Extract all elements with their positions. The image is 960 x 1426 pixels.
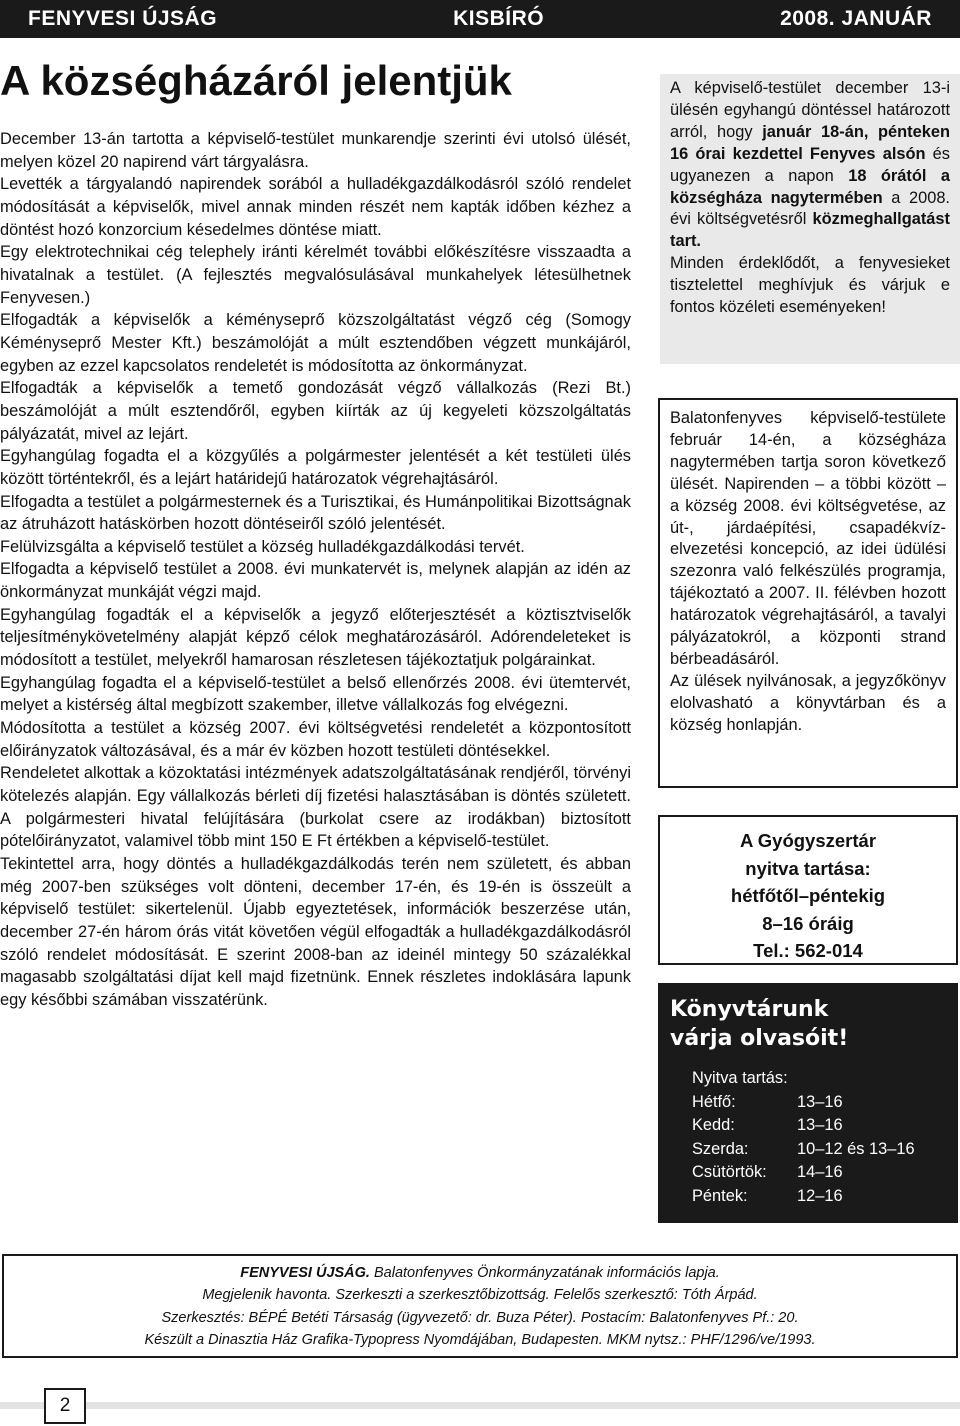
library-title-line: várja olvasóit! xyxy=(670,1026,849,1051)
colophon-text: Balatonfenyves Önkormányzatának információs lapja. xyxy=(369,1265,720,1281)
hours-row xyxy=(692,1091,946,1115)
hours-time: 12–16 xyxy=(797,1186,843,1205)
pharmacy-line: 8–16 óráig xyxy=(762,912,854,934)
bottom-rule xyxy=(0,1402,960,1409)
hours-day: Péntek: xyxy=(692,1186,748,1205)
article-paragraph: Felülvizsgálta a képviselő testület a község hulladékgazdálkodási tervét. xyxy=(0,537,525,556)
notice-venue-bold: 18 órától a községháza nagytermében xyxy=(670,166,950,207)
hours-time: 13–16 xyxy=(797,1116,843,1134)
section-name: KISBÍRÓ xyxy=(453,7,545,30)
library-title xyxy=(670,995,946,1053)
notice-text: a 2008. évi költségvetésről xyxy=(670,188,950,229)
library-hours xyxy=(670,1067,946,1208)
article-body xyxy=(0,128,631,1012)
notice-invitation: Minden érdeklődőt, a fenyvesieket tisztelettel meghívjuk és várjuk e fontos közéleti eseményeken! xyxy=(670,254,950,317)
hours-row xyxy=(692,1114,946,1138)
colophon xyxy=(2,1254,958,1358)
hours-time: 14–16 xyxy=(797,1163,843,1181)
article-paragraph: Elfogadta a képviselő testület a 2008. évi munkatervét is, melynek alapján az idén az önkormányzat munkáját végzi majd. xyxy=(0,560,631,602)
pharmacy-line: nyitva tartása: xyxy=(745,857,871,879)
pharmacy-line: A Gyógyszertár xyxy=(739,830,877,851)
colophon-publication: FENYVESI ÚJSÁG. xyxy=(240,1265,370,1281)
notice-text: A képviselő-testület december 13-i ülésén egyhangú döntéssel határozott arról, hogy xyxy=(670,79,950,141)
article-paragraph: Egy elektrotechnikai cég telephely iránti kérelmét további előkészítésre visszaadta a hivatalnak a testület. (A fejlesztés megvalósulásával munkahelyek létesülhetnek Fenyvesen.) xyxy=(0,243,631,307)
notice-paragraph xyxy=(670,78,950,253)
hours-day: Szerda: xyxy=(692,1139,749,1158)
hours-row xyxy=(692,1161,946,1185)
article-paragraph: Elfogadták a képviselők a temető gondozását végző vállalkozás (Rezi Bt.) beszámolóját a múlt esztendőről, egyben kiírták az új kegyeleti közszolgáltatás pályázatát, mivel az lejárt. xyxy=(0,379,631,443)
article-paragraph: Levették a tárgyalandó napirendek sorából a hulladékgazdálkodásról szóló rendelet módosítását a képviselők, mivel annak minden részét nem kapták időben kézhez a döntést hozó konzorcium késedelmes döntése miatt. xyxy=(0,175,631,239)
notice-date-bold: január 18-án, pénteken 16 órai kezdettel Fenyves alsón xyxy=(670,122,950,163)
pharmacy-hours-box xyxy=(658,815,958,965)
hours-row xyxy=(692,1138,946,1162)
colophon-line xyxy=(4,1262,956,1284)
library-hours-label: Nyitva tartás: xyxy=(692,1069,788,1087)
article-paragraph: Rendeletet alkottak a közoktatási intézmények adatszolgáltatásának rendjéről, törvényi kötelezés alapján. Egy vállalkozás bérleti díj fizetési halasztásában is döntés született. A polgármesteri hivatal felújítására (burkolat csere az irodákban) biztosított pótelőirányzatot, valamivel több mint 150 E Ft értékben a képviselő-testület. xyxy=(0,764,631,851)
pharmacy-phone: Tel.: 562-014 xyxy=(753,940,863,961)
hours-time: 10–12 és 13–16 xyxy=(797,1139,915,1158)
meeting-notice-paragraph: Az ülések nyilvánosak, a jegyzőkönyv elolvasható a könyvtárban és a község honlapján. xyxy=(670,671,946,734)
library-title-line: Könyvtárunk xyxy=(670,997,829,1022)
meeting-notice-box xyxy=(658,398,958,788)
article-paragraph: Egyhangúlag fogadták el a képviselők a jegyző előterjesztését a köztisztviselők teljesítménykövetelmény alapját képző célok meghatározásáról. Adórendeleteket is módosított a testület, melyekről hamarosan részletesen tájékoztatjuk polgárainkat. xyxy=(0,605,631,670)
notice-text: és ugyanezen a napon xyxy=(670,144,950,185)
article-title: A községházáról jelentjük xyxy=(0,57,512,104)
public-hearing-notice xyxy=(660,74,960,364)
pharmacy-line: hétfőtől–péntekig xyxy=(730,885,886,906)
meeting-notice-paragraph: Balatonfenyves képviselő-testülete február 14-én, a községháza nagytermében tartja soron következő ülését. Napirenden – a többi között – a község 2008. évi költségvetése, az út-, járdaépítési, csapadékvíz-elvezetési koncepció, az idei üdülési szezonra való felkészülés programja, tájékoztató a 2007. II. félévben hozott határozatok végrehajtásáról, a tavalyi pályázatokról, a központi strand bérbeadásáról. xyxy=(670,409,946,668)
colophon-line: Készült a Dinasztia Ház Grafika-Typopress Nyomdájában, Budapesten. MKM nytsz.: PHF/1296/ve/1993. xyxy=(144,1332,816,1349)
article-paragraph: Egyhangúlag fogadta el a közgyűlés a polgármester jelentését a két testületi ülés között történtekről, és a lejárt határidejű határozatok végrehajtásáról. xyxy=(0,447,631,488)
article-paragraph: Egyhangúlag fogadta el a képviselő-testület a belső ellenőrzés 2008. évi ütemtervét, melyet a kistérség által megbízott szakember, illetve vállalkozás fog elvégezni. xyxy=(0,673,631,715)
article-paragraph: Módosította a testület a község 2007. évi költségvetési rendeletét a központosított előirányzatok változásával, és a már év közben hozott testületi döntésekkel. xyxy=(0,719,631,760)
article-paragraph: Tekintettel arra, hogy döntés a hulladékgazdálkodás terén nem született, és abban még 2007-ben szükséges volt dönteni, december 17-én, és 19-én is összeült a képviselő testület: sikertelenül. Újabb egyeztetések, információk beszerzése után, december 27-én három órás vitát követően végül elfogadták a hulladékgazdálkodásról szóló rendelet módosítását. E szerint 2008-ban az ideinél mintegy 50 százalékkal magasabb szolgáltatási díjat kell majd fizetnünk. Ennek részletes indoklására lapunk egy későbbi számában visszatérünk. xyxy=(0,855,631,1009)
hours-row xyxy=(692,1185,946,1209)
colophon-line: Megjelenik havonta. Szerkeszti a szerkesztőbizottság. Felelős szerkesztő: Tóth Árpád. xyxy=(202,1287,758,1304)
article-paragraph: Elfogadta a testület a polgármesternek és a Turisztikai, és Humánpolitikai Bizottságnak az átruházott hatáskörben hozott döntéseiről szóló jelentését. xyxy=(0,492,631,534)
article-paragraph: December 13-án tartotta a képviselő-testület munkarendje szerinti évi utolsó ülését, melyen közel 20 napirend várt tárgyalásra. xyxy=(0,130,631,171)
issue-date: 2008. JANUÁR xyxy=(780,7,932,30)
hours-day: Hétfő: xyxy=(692,1092,736,1111)
notice-hearing-bold: közmeghallgatást tart. xyxy=(670,210,950,251)
hours-day: Kedd: xyxy=(692,1116,735,1134)
page-number: 2 xyxy=(44,1388,86,1424)
library-box xyxy=(658,983,958,1223)
hours-day: Csütörtök: xyxy=(692,1163,767,1181)
colophon-line: Szerkesztés: BÉPÉ Betéti Társaság (ügyvezető: dr. Buza Péter). Postacím: Balatonfenyves Pf.: 20. xyxy=(161,1309,799,1326)
article-paragraph: Elfogadták a képviselők a kéményseprő közszolgáltatást végző cég (Somogy Kéményseprő Mester Kft.) beszámolóját a múlt esztendőben végzett munkájáról, egyben az ezzel kapcsolatos rendeletét is módosította az önkormányzat. xyxy=(0,311,631,375)
publication-name: FENYVESI ÚJSÁG xyxy=(28,7,218,30)
hours-time: 13–16 xyxy=(797,1092,843,1111)
masthead-bar xyxy=(0,0,960,38)
